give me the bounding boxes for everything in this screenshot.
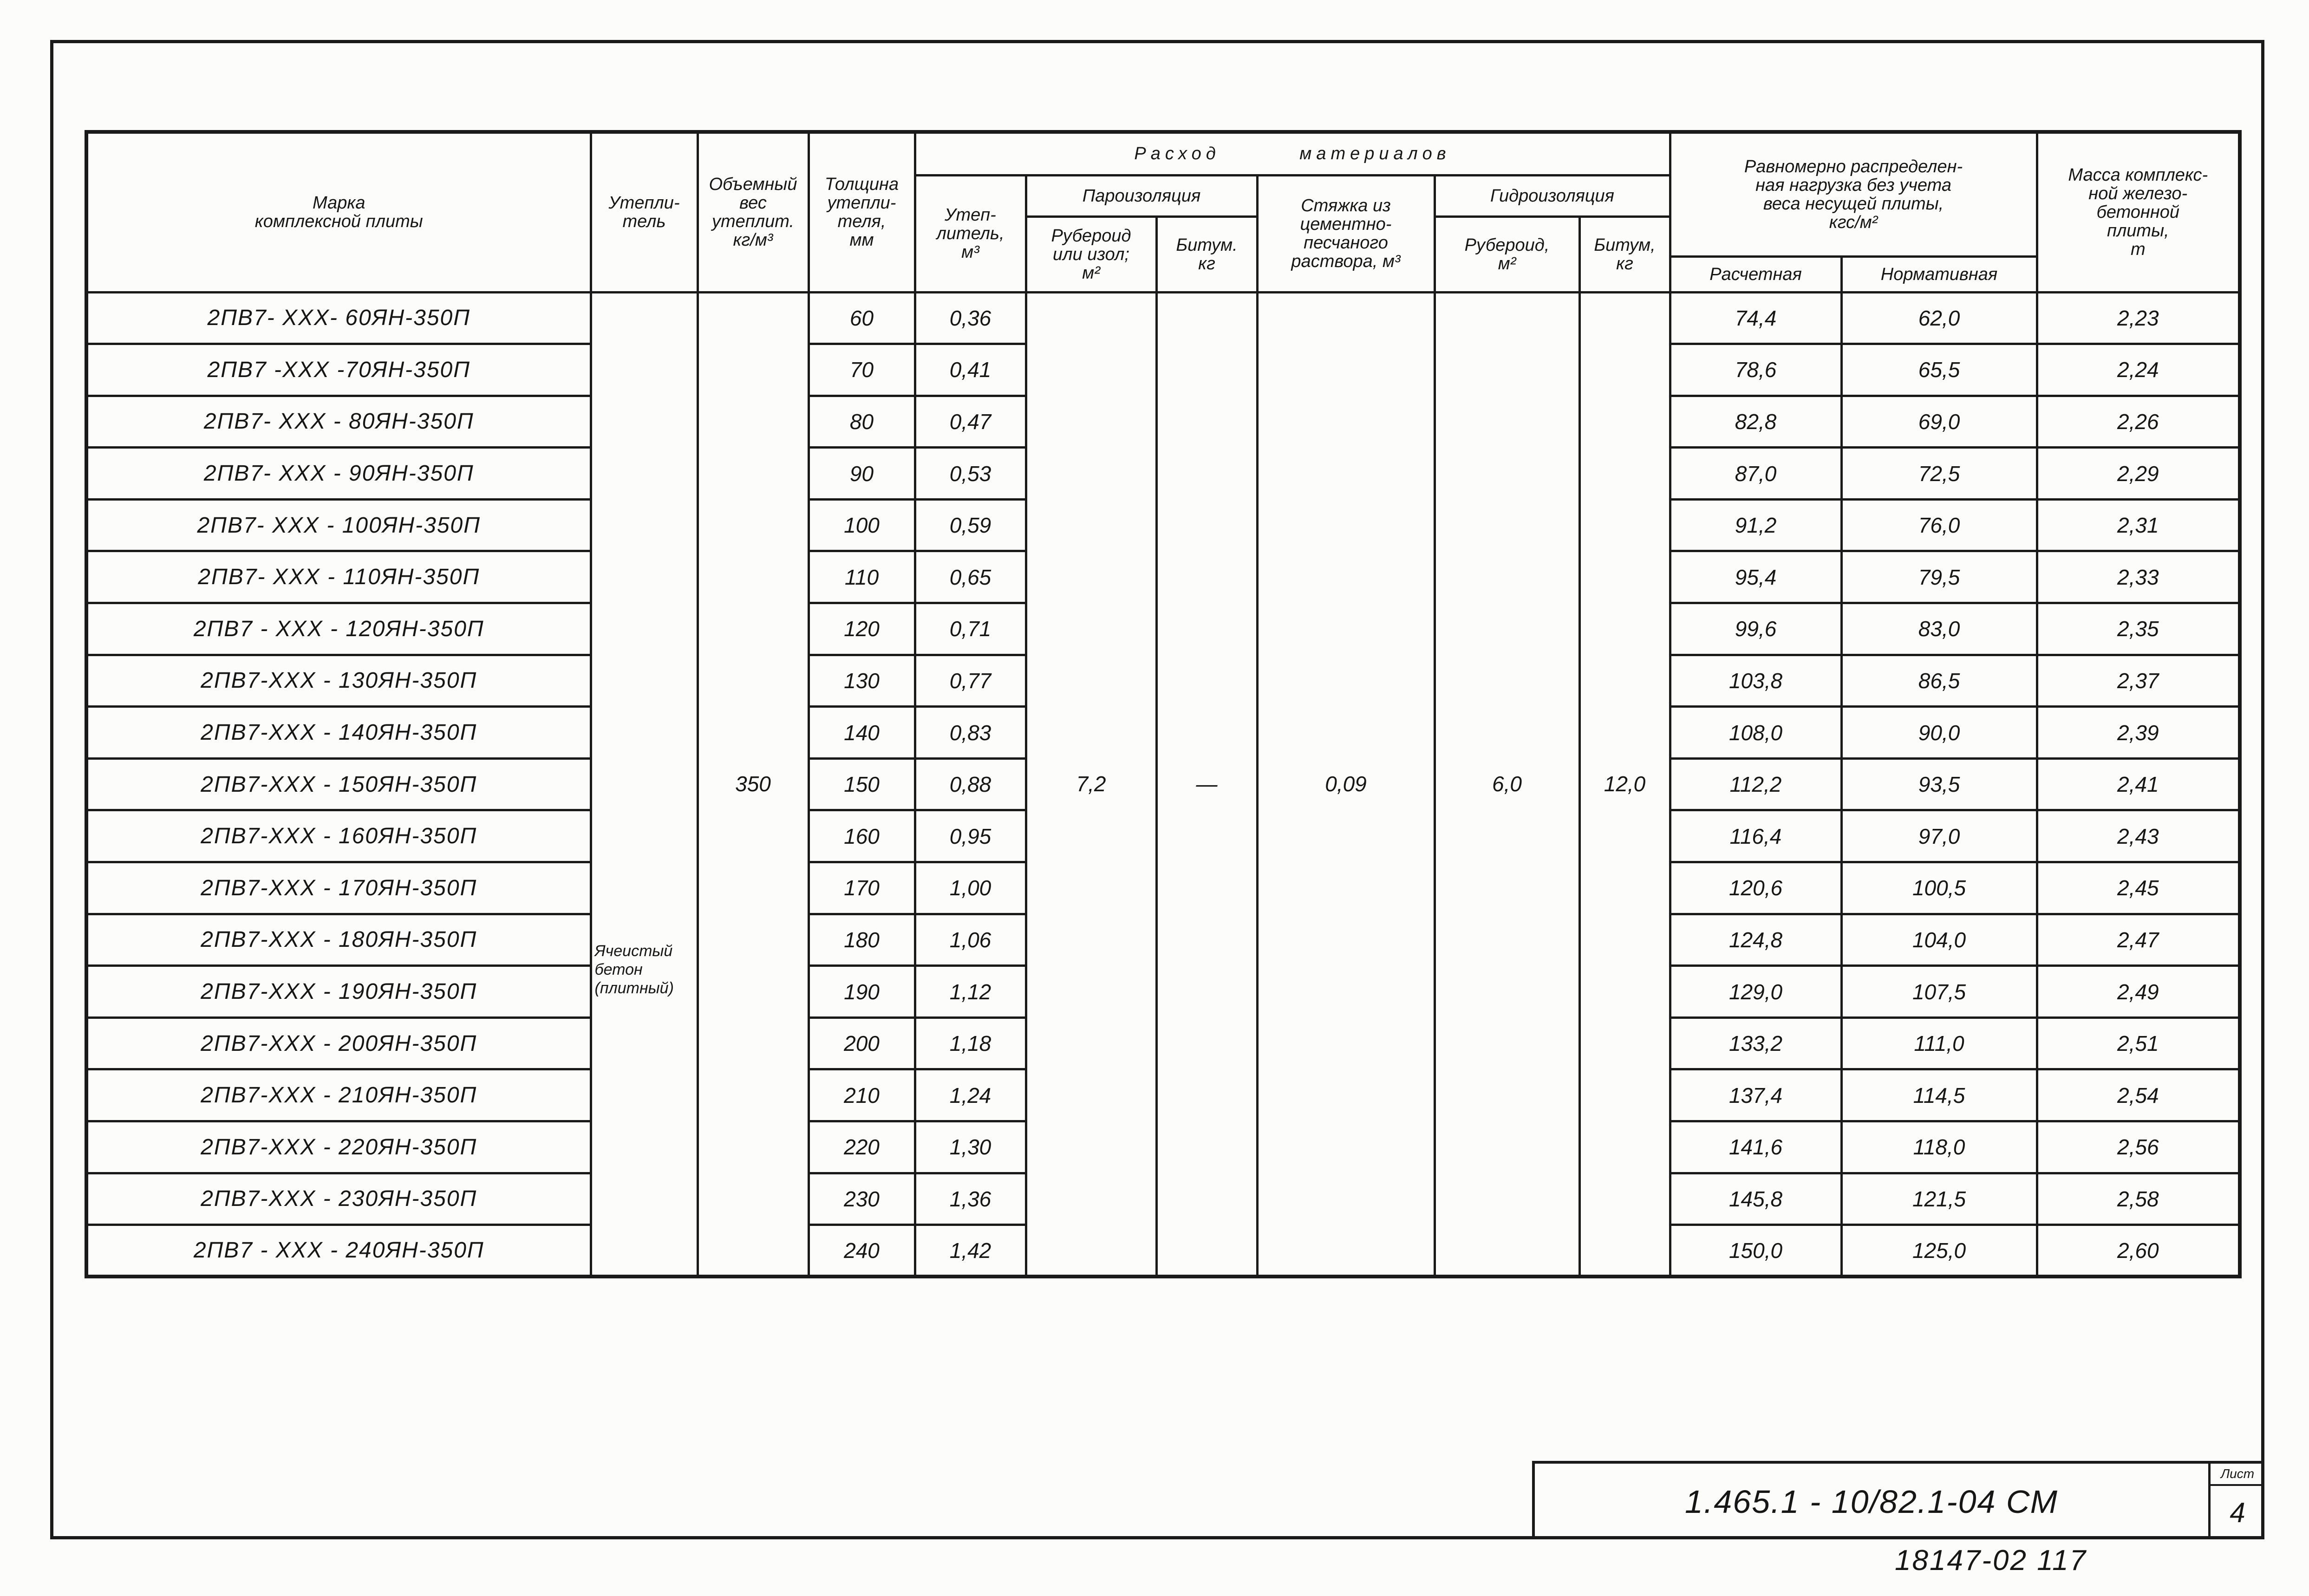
mass-cell: 2,56 (2037, 1121, 2240, 1173)
mark-cell: 2ПВ7-ХХХ - 210ЯН-350П (86, 1069, 591, 1121)
insulation-volume-cell: 1,12 (915, 966, 1026, 1018)
mark-cell: 2ПВ7- ХХХ - 110ЯН-350П (86, 551, 591, 603)
insulation-volume-cell: 0,77 (915, 655, 1026, 707)
header-material-consumption: Расход материалов (915, 132, 1670, 175)
table-header (86, 132, 2240, 292)
insulation-volume-cell: 0,83 (915, 707, 1026, 759)
load-design-cell: 82,8 (1670, 396, 1841, 448)
insulation-volume-cell: 0,53 (915, 448, 1026, 500)
thickness-cell: 230 (809, 1173, 915, 1225)
insulation-volume-cell: 0,65 (915, 551, 1026, 603)
mass-cell: 2,39 (2037, 707, 2240, 759)
water-roofing-cell: 6,0 (1435, 292, 1579, 1277)
mark-cell: 2ПВ7-ХХХ - 170ЯН-350П (86, 862, 591, 914)
thickness-cell: 110 (809, 551, 915, 603)
thickness-cell: 150 (809, 758, 915, 810)
mass-cell: 2,43 (2037, 810, 2240, 862)
mass-cell: 2,58 (2037, 1173, 2240, 1225)
load-design-cell: 87,0 (1670, 448, 1841, 500)
insulation-volume-cell: 1,42 (915, 1225, 1026, 1277)
table-body (86, 292, 2240, 1277)
load-normative-cell: 118,0 (1841, 1121, 2037, 1173)
mass-cell: 2,60 (2037, 1225, 2240, 1277)
load-normative-cell: 83,0 (1841, 603, 2037, 655)
drawing-code: 1.465.1 - 10/82.1-04 СМ (1684, 1483, 2058, 1520)
load-normative-cell: 90,0 (1841, 707, 2037, 759)
load-design-cell: 124,8 (1670, 914, 1841, 966)
load-normative-cell: 97,0 (1841, 810, 2037, 862)
header-thickness: Толщина утепли- теля, мм (809, 132, 915, 292)
mark-cell: 2ПВ7 - ХХХ - 120ЯН-350П (86, 603, 591, 655)
mark-cell: 2ПВ7-ХХХ - 150ЯН-350П (86, 758, 591, 810)
load-design-cell: 150,0 (1670, 1225, 1841, 1277)
load-design-cell: 108,0 (1670, 707, 1841, 759)
load-normative-cell: 79,5 (1841, 551, 2037, 603)
load-design-cell: 129,0 (1670, 966, 1841, 1018)
thickness-cell: 130 (809, 655, 915, 707)
sheet-label: Лист (2211, 1464, 2264, 1486)
header-mass: Масса комплекс- ной железо- бетонной плиты, т (2037, 132, 2240, 292)
mark-cell: 2ПВ7-ХХХ - 140ЯН-350П (86, 707, 591, 759)
mark-cell: 2ПВ7-ХХХ - 130ЯН-350П (86, 655, 591, 707)
mass-cell: 2,29 (2037, 448, 2240, 500)
load-normative-cell: 125,0 (1841, 1225, 2037, 1277)
load-design-cell: 103,8 (1670, 655, 1841, 707)
load-design-cell: 78,6 (1670, 344, 1841, 396)
thickness-cell: 70 (809, 344, 915, 396)
mass-cell: 2,31 (2037, 499, 2240, 551)
load-normative-cell: 107,5 (1841, 966, 2037, 1018)
mark-cell: 2ПВ7-ХХХ - 180ЯН-350П (86, 914, 591, 966)
archive-number: 18147-02 117 (1895, 1544, 2087, 1576)
thickness-cell: 60 (809, 292, 915, 344)
thickness-cell: 160 (809, 810, 915, 862)
insulation-volume-cell: 1,36 (915, 1173, 1026, 1225)
water-bitumen-cell: 12,0 (1579, 292, 1670, 1277)
insulation-volume-cell: 0,47 (915, 396, 1026, 448)
insulation-volume-cell: 1,00 (915, 862, 1026, 914)
load-design-cell: 112,2 (1670, 758, 1841, 810)
load-design-cell: 141,6 (1670, 1121, 1841, 1173)
mass-cell: 2,51 (2037, 1017, 2240, 1069)
header-vapor-bitumen: Битум. кг (1156, 216, 1257, 292)
mass-cell: 2,35 (2037, 603, 2240, 655)
mark-cell: 2ПВ7 -ХХХ -70ЯН-350П (86, 344, 591, 396)
thickness-cell: 90 (809, 448, 915, 500)
insulation-volume-cell: 0,71 (915, 603, 1026, 655)
mark-cell: 2ПВ7-ХХХ - 200ЯН-350П (86, 1017, 591, 1069)
load-normative-cell: 65,5 (1841, 344, 2037, 396)
load-normative-cell: 76,0 (1841, 499, 2037, 551)
density-cell: 350 (698, 292, 809, 1277)
mass-cell: 2,24 (2037, 344, 2240, 396)
title-block (1532, 1461, 2264, 1539)
screed-cell: 0,09 (1257, 292, 1435, 1277)
vapor-bitumen-cell: — (1156, 292, 1257, 1277)
header-mark: Марка комплексной плиты (86, 132, 591, 292)
thickness-cell: 190 (809, 966, 915, 1018)
load-design-cell: 145,8 (1670, 1173, 1841, 1225)
header-load: Равномерно распределен- ная нагрузка без учета веса несущей плиты, кгс/м² (1670, 132, 2037, 256)
thickness-cell: 220 (809, 1121, 915, 1173)
mass-cell: 2,45 (2037, 862, 2240, 914)
vapor-roofing-cell: 7,2 (1026, 292, 1156, 1277)
insulation-volume-cell: 1,06 (915, 914, 1026, 966)
load-normative-cell: 69,0 (1841, 396, 2037, 448)
insulation-type-cell: Ячеистый бетон (плитный) (591, 292, 698, 1277)
load-design-cell: 95,4 (1670, 551, 1841, 603)
header-row (86, 132, 2240, 175)
mark-cell: 2ПВ7 - ХХХ - 240ЯН-350П (86, 1225, 591, 1277)
specification-table (85, 130, 2242, 1278)
load-design-cell: 137,4 (1670, 1069, 1841, 1121)
load-design-cell: 99,6 (1670, 603, 1841, 655)
insulation-volume-cell: 0,88 (915, 758, 1026, 810)
mark-cell: 2ПВ7-ХХХ - 230ЯН-350П (86, 1173, 591, 1225)
mark-cell: 2ПВ7-ХХХ - 220ЯН-350П (86, 1121, 591, 1173)
drawing-code-cell (1535, 1464, 2208, 1539)
load-design-cell: 133,2 (1670, 1017, 1841, 1069)
mark-cell: 2ПВ7- ХХХ - 100ЯН-350П (86, 499, 591, 551)
mass-cell: 2,26 (2037, 396, 2240, 448)
thickness-cell: 100 (809, 499, 915, 551)
insulation-volume-cell: 0,41 (915, 344, 1026, 396)
mass-cell: 2,33 (2037, 551, 2240, 603)
mark-cell: 2ПВ7- ХХХ - 90ЯН-350П (86, 448, 591, 500)
insulation-volume-cell: 0,95 (915, 810, 1026, 862)
header-insulation: Утепли- тель (591, 132, 698, 292)
thickness-cell: 120 (809, 603, 915, 655)
sheet-number: 4 (2230, 1497, 2245, 1528)
thickness-cell: 140 (809, 707, 915, 759)
load-normative-cell: 104,0 (1841, 914, 2037, 966)
insulation-volume-cell: 1,24 (915, 1069, 1026, 1121)
load-normative-cell: 93,5 (1841, 758, 2037, 810)
header-waterproofing: Гидроизоляция (1435, 175, 1670, 216)
mark-cell: 2ПВ7-ХХХ - 160ЯН-350П (86, 810, 591, 862)
insulation-volume-cell: 0,36 (915, 292, 1026, 344)
header-insulation-volume: Утеп- литель, м³ (915, 175, 1026, 292)
header-load-normative: Нормативная (1841, 256, 2037, 292)
header-load-design: Расчетная (1670, 256, 1841, 292)
insulation-volume-cell: 0,59 (915, 499, 1026, 551)
load-design-cell: 91,2 (1670, 499, 1841, 551)
thickness-cell: 200 (809, 1017, 915, 1069)
mark-cell: 2ПВ7- ХХХ- 60ЯН-350П (86, 292, 591, 344)
mass-cell: 2,49 (2037, 966, 2240, 1018)
thickness-cell: 170 (809, 862, 915, 914)
load-design-cell: 116,4 (1670, 810, 1841, 862)
load-normative-cell: 72,5 (1841, 448, 2037, 500)
sheet-cell (2208, 1464, 2264, 1539)
header-water-roofing: Рубероид, м² (1435, 216, 1579, 292)
load-normative-cell: 100,5 (1841, 862, 2037, 914)
mark-cell: 2ПВ7-ХХХ - 190ЯН-350П (86, 966, 591, 1018)
header-vapor-roofing: Рубероид или изол; м² (1026, 216, 1156, 292)
load-normative-cell: 111,0 (1841, 1017, 2037, 1069)
mass-cell: 2,37 (2037, 655, 2240, 707)
thickness-cell: 180 (809, 914, 915, 966)
insulation-volume-cell: 1,18 (915, 1017, 1026, 1069)
mass-cell: 2,23 (2037, 292, 2240, 344)
load-normative-cell: 86,5 (1841, 655, 2037, 707)
header-density: Объемный вес утеплит. кг/м³ (698, 132, 809, 292)
load-normative-cell: 121,5 (1841, 1173, 2037, 1225)
load-design-cell: 74,4 (1670, 292, 1841, 344)
header-screed: Стяжка из цементно- песчаного раствора, м³ (1257, 175, 1435, 292)
load-design-cell: 120,6 (1670, 862, 1841, 914)
load-normative-cell: 62,0 (1841, 292, 2037, 344)
mass-cell: 2,47 (2037, 914, 2240, 966)
thickness-cell: 240 (809, 1225, 915, 1277)
header-vapor-barrier: Пароизоляция (1026, 175, 1257, 216)
mark-cell: 2ПВ7- ХХХ - 80ЯН-350П (86, 396, 591, 448)
insulation-volume-cell: 1,30 (915, 1121, 1026, 1173)
table-row (86, 292, 2240, 344)
thickness-cell: 210 (809, 1069, 915, 1121)
header-water-bitumen: Битум, кг (1579, 216, 1670, 292)
mass-cell: 2,41 (2037, 758, 2240, 810)
load-normative-cell: 114,5 (1841, 1069, 2037, 1121)
mass-cell: 2,54 (2037, 1069, 2240, 1121)
thickness-cell: 80 (809, 396, 915, 448)
